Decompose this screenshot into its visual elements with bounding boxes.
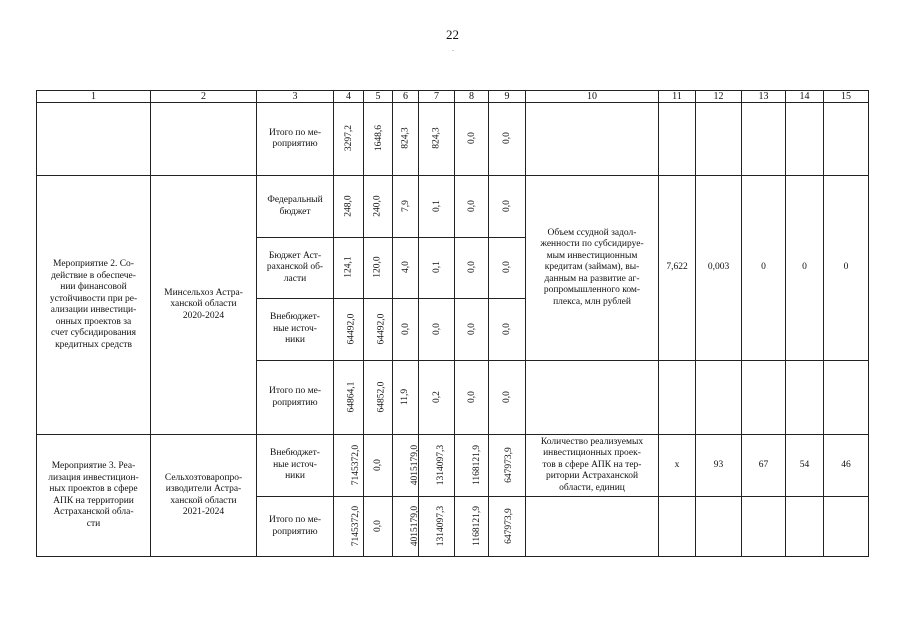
value-text: 0,2	[431, 390, 442, 403]
value-cell	[455, 103, 489, 176]
value-cell	[489, 176, 526, 238]
target-cell	[659, 361, 696, 435]
target-value: 93	[696, 435, 742, 497]
value-cell	[455, 238, 489, 299]
value-text: 0,0	[466, 199, 477, 212]
target-value: 0	[742, 176, 786, 361]
header-cell: 15	[824, 91, 869, 103]
value-cell	[393, 176, 419, 238]
target-cell	[696, 497, 742, 557]
value-text: 0,0	[502, 390, 512, 403]
measure-3-executor: Сельхозтоваропро- изводители Астра- ханской области 2021-2024	[151, 435, 257, 557]
value-text: 0,0	[466, 322, 477, 335]
header-cell: 5	[364, 91, 393, 103]
value-text: 64492,0	[346, 313, 357, 345]
value-cell	[334, 238, 364, 299]
target-cell	[659, 497, 696, 557]
value-cell	[334, 176, 364, 238]
target-value: 0	[824, 176, 869, 361]
measure-2-indicator: Объем ссудной задол- женности по субсидируе- мым инвестиционным кредитам (займам), вы- данным на развитие аг- ропромышленного ком- плекса, млн рублей	[526, 176, 659, 361]
funding-source: Внебюджет- ные источ- ники	[257, 299, 334, 361]
value-cell	[393, 435, 419, 497]
target-cell	[786, 103, 824, 176]
value-cell	[393, 103, 419, 176]
value-text: 0,0	[466, 132, 477, 145]
value-cell	[419, 238, 455, 299]
value-text: 0,1	[431, 199, 442, 212]
measure-2-name: Мероприятие 2. Со- действие в обеспече- нии финансовой устойчивости при ре- ализации инвестици- онных проектов за счет субсидирования кредитных средств	[37, 176, 151, 435]
value-cell	[489, 103, 526, 176]
funding-source: Бюджет Аст- раханской об- ласти	[257, 238, 334, 299]
value-cell	[419, 435, 455, 497]
value-text: 4,0	[400, 261, 411, 274]
header-row	[37, 91, 869, 103]
header-cell: 8	[455, 91, 489, 103]
value-cell	[334, 299, 364, 361]
target-value: 7,622	[659, 176, 696, 361]
value-cell	[393, 238, 419, 299]
target-value: 0,003	[696, 176, 742, 361]
executor-cell	[151, 103, 257, 176]
target-cell	[824, 497, 869, 557]
target-cell	[786, 361, 824, 435]
target-cell	[786, 497, 824, 557]
value-text: 0,0	[373, 519, 383, 532]
funding-source: Итого по ме- роприятию	[257, 103, 334, 176]
value-text: 647973,9	[503, 507, 514, 544]
value-text: 1314097,3	[436, 444, 447, 485]
value-cell	[393, 299, 419, 361]
value-text: 124,1	[343, 256, 354, 278]
header-cell: 1	[37, 91, 151, 103]
header-cell: 6	[393, 91, 419, 103]
value-cell	[334, 361, 364, 435]
header-cell: 2	[151, 91, 257, 103]
value-cell	[364, 435, 393, 497]
value-cell	[419, 299, 455, 361]
header-cell: 13	[742, 91, 786, 103]
value-cell	[334, 497, 364, 557]
header-cell: 10	[526, 91, 659, 103]
value-cell	[489, 361, 526, 435]
value-text: 0,0	[502, 261, 512, 274]
value-cell	[489, 497, 526, 557]
funding-source: Итого по ме- роприятию	[257, 361, 334, 435]
value-cell	[489, 299, 526, 361]
value-cell	[364, 103, 393, 176]
value-cell	[364, 299, 393, 361]
target-value: 54	[786, 435, 824, 497]
value-cell	[419, 103, 455, 176]
value-text: 0,1	[431, 261, 442, 274]
value-text: 248,0	[343, 195, 354, 217]
value-cell	[364, 497, 393, 557]
measure-3-name: Мероприятие 3. Реа- лизация инвестицион- ных проектов в сфере АПК на территории Астраханской обла- сти	[37, 435, 151, 557]
value-text: 824,3	[431, 127, 442, 149]
measure-2-executor: Минсельхоз Астра- ханской области 2020-2024	[151, 176, 257, 435]
value-text: 0,0	[502, 132, 512, 145]
funding-source: Федеральный бюджет	[257, 176, 334, 238]
value-text: 0,0	[502, 199, 512, 212]
value-text: 0,0	[466, 390, 477, 403]
value-text: 0,0	[466, 261, 477, 274]
value-cell	[489, 238, 526, 299]
header-cell: 3	[257, 91, 334, 103]
value-text: 64852,0	[376, 381, 387, 413]
value-cell	[364, 176, 393, 238]
value-text: 11,9	[400, 388, 411, 405]
value-text: 120,0	[373, 256, 383, 278]
value-cell	[455, 299, 489, 361]
value-text: 4015179,0	[410, 505, 421, 546]
value-text: 64492,0	[376, 313, 387, 345]
value-text: 0,0	[373, 458, 383, 471]
header-cell: 12	[696, 91, 742, 103]
table-row	[37, 176, 869, 238]
value-text: 7145372,0	[351, 505, 362, 546]
target-cell	[742, 361, 786, 435]
program-table	[36, 90, 869, 557]
value-text: 1168121,9	[472, 444, 483, 485]
indicator-cell	[526, 103, 659, 176]
value-cell	[393, 497, 419, 557]
value-cell	[419, 361, 455, 435]
page-number: 22	[446, 27, 459, 42]
target-cell	[824, 103, 869, 176]
target-value: 46	[824, 435, 869, 497]
value-text: 0,0	[400, 322, 411, 335]
value-cell	[455, 176, 489, 238]
value-text: 64864,1	[346, 381, 357, 413]
value-text: 3297,2	[344, 125, 355, 152]
value-text: 4015179,0	[410, 444, 421, 485]
page-dot: .	[452, 44, 454, 53]
table-row	[37, 435, 869, 497]
value-cell	[455, 497, 489, 557]
value-text: 0,0	[502, 322, 512, 335]
funding-source: Внебюджет- ные источ- ники	[257, 435, 334, 497]
value-text: 1168121,9	[472, 505, 483, 546]
value-text: 0,0	[431, 322, 442, 335]
value-cell	[334, 435, 364, 497]
header-cell: 9	[489, 91, 526, 103]
header-cell: 4	[334, 91, 364, 103]
value-text: 1648,6	[374, 125, 385, 152]
target-cell	[824, 361, 869, 435]
value-cell	[419, 176, 455, 238]
value-text: 647973,9	[503, 446, 514, 483]
value-cell	[334, 103, 364, 176]
value-cell	[489, 435, 526, 497]
value-cell	[455, 435, 489, 497]
header-cell: 7	[419, 91, 455, 103]
value-text: 824,3	[400, 127, 411, 149]
target-cell	[696, 361, 742, 435]
value-cell	[393, 361, 419, 435]
value-cell	[419, 497, 455, 557]
value-text: 1314097,3	[436, 505, 447, 546]
funding-source: Итого по ме- роприятию	[257, 497, 334, 557]
value-cell	[455, 361, 489, 435]
value-text: 7,9	[400, 199, 411, 212]
measure-cell	[37, 103, 151, 176]
indicator-cell	[526, 361, 659, 435]
header-cell: 14	[786, 91, 824, 103]
header-cell: 11	[659, 91, 696, 103]
value-cell	[364, 238, 393, 299]
target-cell	[659, 103, 696, 176]
measure-3-indicator: Количество реализуемых инвестиционных проек- тов в сфере АПК на тер- ритории Астраханской области, единиц	[526, 435, 659, 497]
indicator-cell	[526, 497, 659, 557]
table-row	[37, 103, 869, 176]
target-cell	[742, 103, 786, 176]
target-cell	[742, 497, 786, 557]
target-cell	[696, 103, 742, 176]
value-text: 240,0	[373, 195, 383, 217]
target-value: 67	[742, 435, 786, 497]
target-value: х	[659, 435, 696, 497]
value-cell	[364, 361, 393, 435]
value-text: 7145372,0	[351, 444, 362, 485]
target-value: 0	[786, 176, 824, 361]
